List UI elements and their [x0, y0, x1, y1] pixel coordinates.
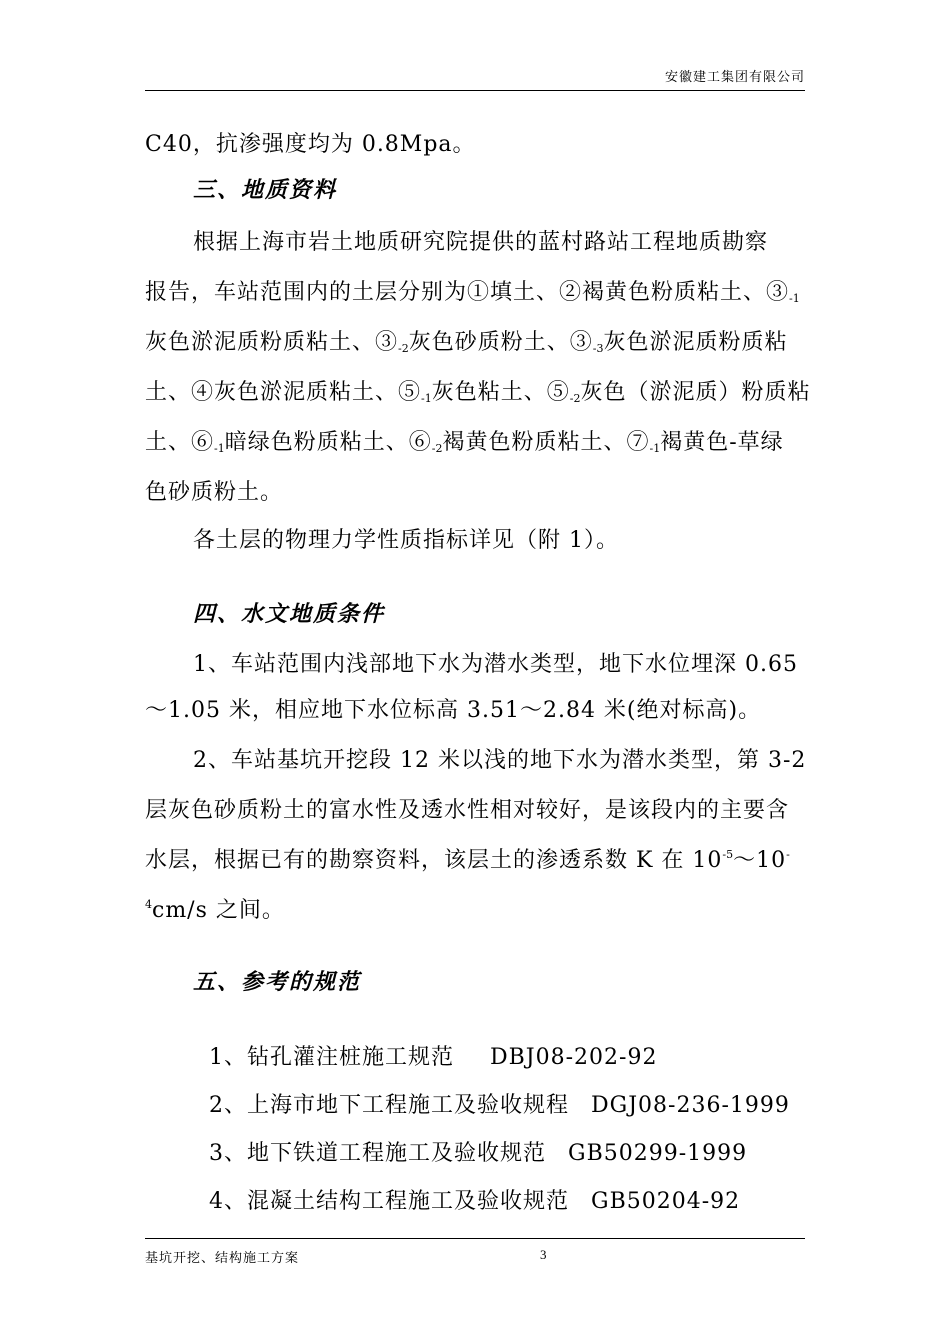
paragraph-line: 1、车站范围内浅部地下水为潜水类型，地下水位埋深 0.65 — [193, 652, 798, 677]
subscript: -2 — [569, 392, 581, 405]
text-run: 土、④灰色淤泥质粘土、⑤ — [145, 380, 422, 405]
superscript: -5 — [722, 848, 734, 861]
text-run: 灰色砂质粉土、③ — [408, 330, 593, 355]
text-run: 暗绿色粉质粘土、⑥ — [224, 430, 432, 455]
reference-title: 2、上海市地下工程施工及验收规程 — [209, 1093, 569, 1118]
paragraph-line: C40，抗渗强度均为 0.8Mpa。 — [145, 132, 476, 157]
reference-code: DGJ08-236-1999 — [591, 1093, 790, 1118]
paragraph-line — [145, 275, 805, 306]
superscript: 4 — [145, 898, 152, 911]
text-run: 褐黄色粉质粘土、⑦ — [442, 430, 650, 455]
subscript: -1 — [214, 442, 225, 455]
paragraph-line — [145, 375, 811, 406]
section-heading-geology — [193, 173, 337, 204]
reference-code: GB50204-92 — [591, 1189, 741, 1214]
subscript: -2 — [431, 442, 443, 455]
text-run: 水层，根据已有的勘察资料，该层土的渗透系数 K 在 10 — [145, 848, 723, 873]
subscript: -1 — [421, 392, 432, 405]
page-header — [145, 62, 805, 91]
heading-text: 地质资料 — [241, 177, 338, 203]
footer-doc-title: 基坑开挖、结构施工方案 — [145, 1251, 300, 1266]
text-run: 灰色淤泥质粉质粘土、③ — [145, 330, 399, 355]
paragraph-line: 各土层的物理力学性质指标详见（附 1）。 — [193, 528, 619, 553]
paragraph-line: 色砂质粉土。 — [145, 480, 284, 505]
page-number: 3 — [540, 1247, 547, 1262]
subscript: -3 — [592, 342, 604, 355]
text-run: 报告，车站范围内的土层分别为①填土、②褐黄色粉质粘土、③ — [145, 280, 790, 305]
text-run: ～10 — [733, 848, 787, 873]
section-heading-references — [193, 965, 361, 996]
reference-code: DBJ08-202-92 — [490, 1045, 658, 1070]
heading-number: 三、 — [193, 177, 242, 203]
reference-title: 3、地下铁道工程施工及验收规范 — [209, 1141, 546, 1166]
section-heading-hydrogeology — [193, 597, 385, 628]
reference-title: 1、钻孔灌注桩施工规范 — [209, 1045, 454, 1070]
paragraph-line — [145, 425, 805, 456]
heading-text: 水文地质条件 — [241, 601, 386, 627]
text-run: 土、⑥ — [145, 430, 215, 455]
paragraph-line — [145, 843, 805, 874]
text-run: 灰色粘土、⑤ — [431, 380, 570, 405]
reference-title: 4、混凝土结构工程施工及验收规范 — [209, 1189, 569, 1214]
superscript: - — [786, 848, 790, 861]
heading-number: 四、 — [193, 601, 242, 627]
text-run: 灰色（淤泥质）粉质粘 — [580, 380, 811, 405]
header-company: 安徽建工集团有限公司 — [664, 70, 805, 85]
text-run: cm/s 之间。 — [152, 898, 285, 923]
text-run: 褐黄色-草绿 — [660, 430, 784, 455]
heading-text: 参考的规范 — [241, 969, 362, 995]
subscript: -2 — [398, 342, 409, 355]
page-footer — [145, 1238, 805, 1266]
heading-number: 五、 — [193, 969, 242, 995]
text-run: 灰色淤泥质粉质粘 — [603, 330, 788, 355]
subscript: -1 — [789, 292, 800, 305]
paragraph-line: 层灰色砂质粉土的富水性及透水性相对较好，是该段内的主要含 — [145, 798, 790, 823]
paragraph-line: 根据上海市岩土地质研究院提供的蓝村路站工程地质勘察 — [193, 230, 769, 255]
paragraph-line: 2、车站基坑开挖段 12 米以浅的地下水为潜水类型，第 3-2 — [193, 748, 807, 773]
subscript: -1 — [649, 442, 661, 455]
paragraph-line — [145, 325, 805, 356]
reference-code: GB50299-1999 — [568, 1141, 748, 1166]
reference-item — [193, 1159, 740, 1215]
paragraph-line — [145, 893, 805, 924]
paragraph-line: ～1.05 米，相应地下水位标高 3.51～2.84 米(绝对标高)。 — [145, 698, 762, 723]
